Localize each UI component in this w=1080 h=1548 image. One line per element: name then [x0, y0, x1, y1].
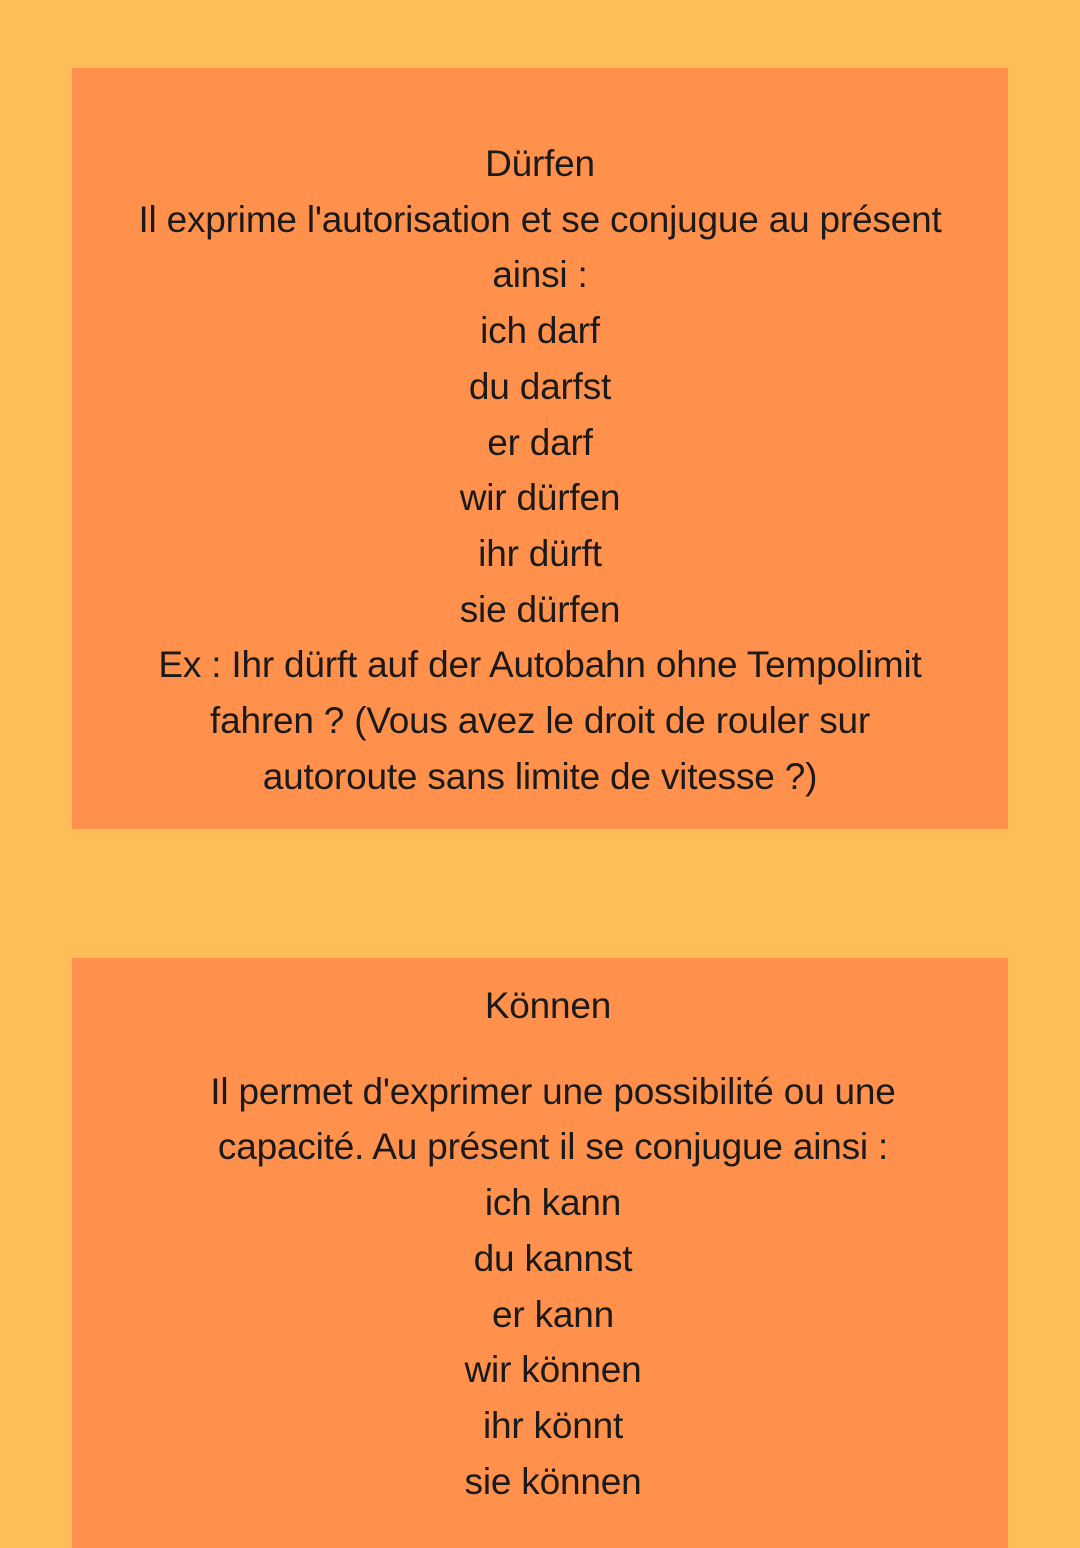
conjugation-line: ich kann	[484, 1182, 622, 1224]
card-title: Dürfen	[485, 143, 595, 184]
intro-line: ainsi :	[492, 254, 588, 296]
conjugation-line: er kann	[491, 1293, 614, 1335]
conjugation-line: er darf	[487, 421, 593, 463]
conjugation-line: du darfst	[468, 365, 612, 407]
card-body	[72, 192, 1008, 805]
example-line: fahren ? (Vous avez le droit de rouler sur	[209, 700, 871, 742]
conjugation-line: du kannst	[473, 1237, 633, 1279]
conjugation-line: ihr dürft	[478, 532, 602, 574]
conjugation-line: ihr könnt	[482, 1404, 624, 1446]
card-durfen	[72, 68, 1008, 829]
card-konnen	[72, 958, 1008, 1548]
example-line: Ex : Ihr dürft auf der Autobahn ohne Tempolimit	[158, 644, 922, 686]
conjugation-line: sie können	[464, 1460, 642, 1502]
intro-line: Il permet d'exprimer une possibilité ou une	[210, 1070, 896, 1112]
card-body	[72, 1064, 1008, 1510]
example-line: autoroute sans limite de vitesse ?)	[262, 755, 818, 797]
conjugation-line: wir können	[464, 1349, 642, 1391]
conjugation-line: sie dürfen	[459, 588, 621, 630]
intro-line: Il exprime l'autorisation et se conjugue au présent	[138, 198, 942, 240]
intro-line: capacité. Au présent il se conjugue ainsi :	[217, 1126, 889, 1168]
conjugation-line: wir dürfen	[459, 477, 621, 519]
card-title: Können	[484, 985, 612, 1026]
conjugation-line: ich darf	[480, 310, 600, 352]
